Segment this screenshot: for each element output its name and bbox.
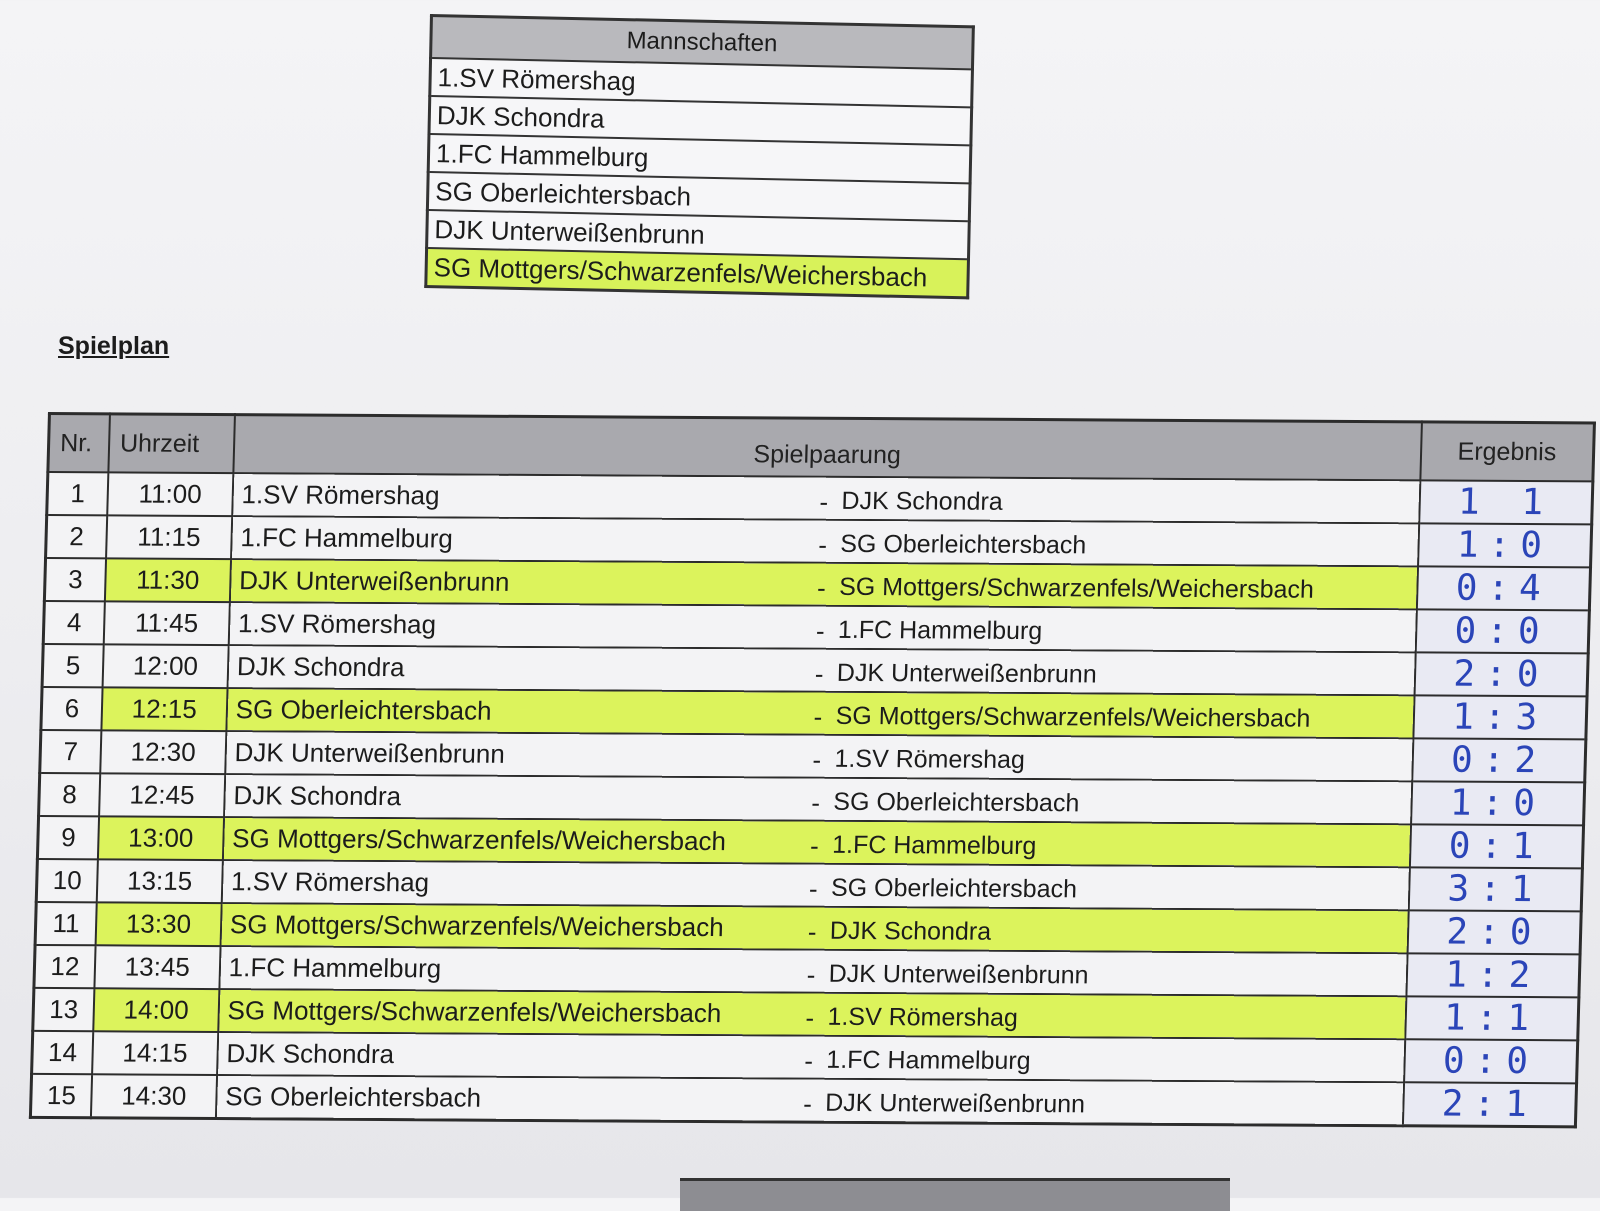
match-time: 13:00 [98, 816, 224, 860]
match-nr: 12 [34, 945, 96, 988]
home-team: 1.FC Hammelburg [228, 952, 442, 984]
match-result: 2:1 [1403, 1082, 1577, 1127]
match-pairing [218, 989, 1406, 1039]
teams-table [424, 14, 975, 299]
pairing-separator: - [802, 1088, 813, 1119]
match-pairing [227, 645, 1415, 695]
match-pairing [223, 817, 1411, 867]
pairing-separator: - [815, 615, 826, 646]
pairing-separator: - [803, 1045, 814, 1076]
schedule-row [30, 1074, 1576, 1127]
next-table-edge [680, 1178, 1230, 1211]
match-pairing [222, 860, 1410, 910]
home-team: SG Oberleichtersbach [224, 1081, 482, 1113]
match-result: 0:2 [1412, 738, 1586, 782]
match-time: 13:30 [95, 902, 221, 946]
pairing-separator: - [814, 658, 824, 689]
home-team: DJK Unterweißenbrunn [238, 565, 510, 597]
match-pairing [232, 473, 1420, 523]
match-pairing [219, 946, 1407, 996]
team-item: DJK Unterweißenbrunn [427, 210, 970, 259]
away-team: DJK Unterweißenbrunn [836, 658, 1098, 689]
match-pairing [226, 688, 1414, 738]
match-pairing [216, 1075, 1404, 1126]
away-team: 1.FC Hammelburg [837, 615, 1043, 646]
match-time: 11:45 [104, 601, 230, 645]
match-time: 12:45 [99, 773, 225, 817]
pairing-separator: - [809, 830, 820, 861]
match-pairing [220, 903, 1408, 953]
home-team: 1.SV Römershag [230, 866, 430, 898]
match-result: 0:0 [1415, 609, 1589, 653]
match-nr: 3 [44, 558, 106, 601]
away-team: SG Mottgers/Schwarzenfels/Weichersbach [835, 701, 1311, 733]
team-item: SG Oberleichtersbach [427, 172, 970, 221]
home-team: DJK Schondra [226, 1038, 395, 1070]
match-time: 11:00 [107, 472, 233, 516]
teams-header: Mannschaften [431, 16, 974, 70]
away-team: DJK Schondra [841, 486, 1004, 516]
team-item: DJK Schondra [429, 96, 972, 145]
match-pairing [217, 1032, 1405, 1082]
pairing-separator: - [817, 529, 828, 560]
pairing-separator: - [808, 873, 819, 904]
match-time: 12:15 [101, 687, 227, 731]
home-team: 1.FC Hammelburg [240, 522, 454, 554]
match-nr: 9 [37, 816, 99, 859]
match-result: 1:3 [1413, 695, 1587, 739]
schedule-table [29, 412, 1596, 1128]
away-team: DJK Schondra [829, 916, 992, 946]
match-nr: 14 [32, 1031, 94, 1074]
header-pairing: Spielpaarung [233, 415, 1421, 481]
away-team: 1.SV Römershag [827, 1002, 1019, 1032]
match-result: 0:0 [1404, 1039, 1578, 1083]
match-nr: 6 [41, 687, 103, 730]
away-team: SG Mottgers/Schwarzenfels/Weichersbach [838, 572, 1315, 604]
home-team: SG Mottgers/Schwarzenfels/Weichersbach [227, 995, 722, 1029]
match-nr: 11 [35, 902, 97, 945]
away-team: SG Oberleichtersbach [839, 529, 1087, 560]
away-team: SG Oberleichtersbach [830, 873, 1078, 904]
match-nr: 1 [47, 472, 109, 515]
pairing-separator: - [810, 787, 821, 818]
match-pairing [230, 559, 1418, 609]
team-item: 1.FC Hammelburg [428, 134, 971, 183]
match-nr: 7 [40, 730, 102, 773]
pairing-separator: - [812, 744, 822, 775]
match-nr: 15 [30, 1074, 92, 1118]
home-team: SG Mottgers/Schwarzenfels/Weichersbach [229, 909, 725, 943]
match-nr: 13 [33, 988, 95, 1031]
match-time: 11:30 [105, 558, 231, 602]
home-team: DJK Schondra [233, 780, 402, 812]
pairing-separator: - [816, 572, 827, 603]
match-nr: 5 [42, 644, 104, 687]
match-time: 13:15 [97, 859, 223, 903]
match-result: 3:1 [1408, 867, 1582, 911]
spielplan-title: Spielplan [58, 332, 170, 360]
match-result: 0:1 [1410, 824, 1584, 868]
match-result: 1:0 [1418, 523, 1592, 567]
match-result: 1:2 [1406, 953, 1580, 997]
away-team: SG Oberleichtersbach [832, 787, 1080, 818]
pairing-separator: - [807, 916, 817, 947]
header-time: Uhrzeit [108, 414, 235, 473]
match-time: 14:30 [91, 1074, 217, 1118]
home-team: DJK Unterweißenbrunn [234, 737, 506, 769]
match-time: 14:15 [92, 1031, 218, 1075]
home-team: 1.SV Römershag [237, 608, 437, 640]
match-time: 11:15 [106, 515, 232, 559]
match-result: 1:1 [1405, 996, 1579, 1040]
match-pairing [225, 731, 1413, 781]
away-team: DJK Unterweißenbrunn [824, 1088, 1086, 1119]
pairing-separator: - [805, 1002, 815, 1033]
match-time: 13:45 [94, 945, 220, 989]
match-result: 2:0 [1414, 652, 1588, 696]
match-nr: 10 [36, 859, 98, 902]
match-time: 12:30 [100, 730, 226, 774]
match-pairing [224, 774, 1412, 824]
pairing-separator: - [819, 486, 829, 517]
match-result: 2:0 [1407, 910, 1581, 954]
away-team: 1.SV Römershag [834, 744, 1026, 774]
home-team: SG Mottgers/Schwarzenfels/Weichersbach [231, 823, 727, 857]
match-pairing [229, 602, 1417, 652]
header-nr: Nr. [48, 414, 110, 473]
home-team: DJK Schondra [236, 651, 406, 683]
pairing-separator: - [813, 701, 823, 732]
match-nr: 2 [46, 515, 108, 558]
team-item: 1.SV Römershag [430, 58, 973, 107]
match-time: 14:00 [93, 988, 219, 1032]
match-pairing [231, 516, 1419, 566]
match-result: 0:4 [1417, 566, 1591, 610]
header-result: Ergebnis [1420, 422, 1594, 482]
home-team: SG Oberleichtersbach [235, 694, 492, 726]
match-nr: 4 [43, 601, 105, 644]
schedule-body [30, 472, 1592, 1127]
away-team: DJK Unterweißenbrunn [828, 959, 1089, 990]
match-time: 12:00 [102, 644, 228, 688]
away-team: 1.FC Hammelburg [826, 1045, 1031, 1076]
match-result: 1 1 [1419, 480, 1593, 524]
match-result: 1:0 [1411, 781, 1585, 825]
home-team: 1.SV Römershag [241, 479, 440, 511]
match-nr: 8 [39, 773, 101, 816]
away-team: 1.FC Hammelburg [831, 830, 1037, 861]
team-item-highlighted: SG Mottgers/Schwarzenfels/Weichersbach [426, 248, 969, 298]
pairing-separator: - [806, 959, 816, 990]
